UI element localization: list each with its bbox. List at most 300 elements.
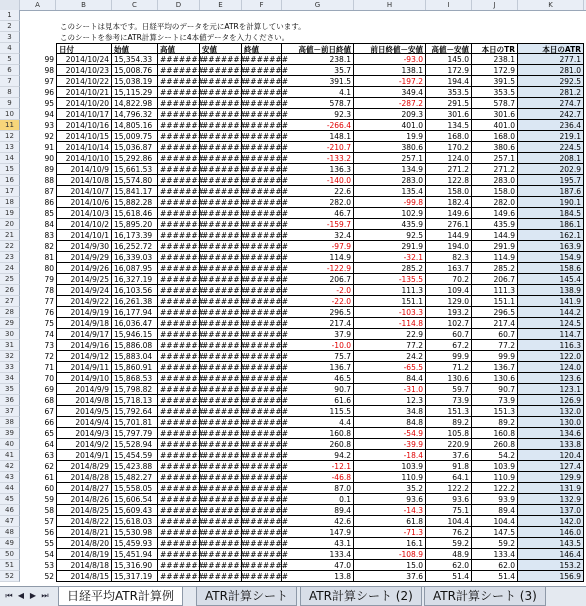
date-cell[interactable]: 2014/10/24	[56, 54, 112, 65]
open-cell[interactable]: 15,423.88	[112, 461, 158, 472]
row-number[interactable]: 25	[0, 274, 20, 285]
masked-cell[interactable]: #######	[244, 242, 288, 251]
row-index[interactable]: 94	[44, 110, 54, 119]
atr[interactable]: 186.1	[518, 219, 584, 230]
masked-cell[interactable]: #######	[202, 429, 246, 438]
row-index[interactable]: 83	[44, 231, 54, 240]
true-range[interactable]: 136.7	[472, 362, 518, 373]
high-minus-prevclose[interactable]: 90.7	[282, 384, 354, 395]
date-cell[interactable]: 2014/10/21	[56, 87, 112, 98]
prevclose-minus-low[interactable]: 16.1	[354, 538, 426, 549]
true-range[interactable]: 110.9	[472, 472, 518, 483]
high-minus-low[interactable]: 76.2	[426, 527, 472, 538]
date-cell[interactable]: 2014/10/14	[56, 142, 112, 153]
masked-cell[interactable]: #######	[244, 275, 288, 284]
row-index[interactable]: 60	[44, 484, 54, 493]
high-minus-prevclose[interactable]: 115.5	[282, 406, 354, 417]
masked-cell[interactable]: #######	[202, 165, 246, 174]
row-number[interactable]: 33	[0, 362, 20, 373]
masked-cell[interactable]: #######	[202, 143, 246, 152]
row-index[interactable]: 69	[44, 385, 54, 394]
masked-cell[interactable]: #######	[202, 385, 246, 394]
prevclose-minus-low[interactable]: 349.4	[354, 87, 426, 98]
atr[interactable]: 208.1	[518, 153, 584, 164]
prevclose-minus-low[interactable]: -135.5	[354, 274, 426, 285]
true-range[interactable]: 217.4	[472, 318, 518, 329]
column-header-a[interactable]: A	[20, 0, 56, 10]
true-range[interactable]: 122.2	[472, 483, 518, 494]
high-minus-low[interactable]: 194.4	[426, 76, 472, 87]
masked-cell[interactable]: #######	[202, 550, 246, 559]
masked-cell[interactable]: #######	[244, 462, 288, 471]
prevclose-minus-low[interactable]: 110.9	[354, 472, 426, 483]
masked-cell[interactable]: #######	[244, 330, 288, 339]
true-range[interactable]: 206.7	[472, 274, 518, 285]
high-minus-low[interactable]: 172.9	[426, 65, 472, 76]
column-header-d[interactable]: D	[158, 0, 200, 10]
masked-cell[interactable]: #######	[160, 484, 204, 493]
masked-cell[interactable]: #######	[244, 231, 288, 240]
masked-cell[interactable]: #######	[160, 99, 204, 108]
open-cell[interactable]: 15,558.05	[112, 483, 158, 494]
column-header-k[interactable]: K	[518, 0, 584, 10]
masked-cell[interactable]: #######	[244, 561, 288, 570]
masked-cell[interactable]: #######	[160, 176, 204, 185]
date-cell[interactable]: 2014/8/22	[56, 516, 112, 527]
high-minus-low[interactable]: 75.1	[426, 505, 472, 516]
prevclose-minus-low[interactable]: 285.2	[354, 263, 426, 274]
row-number[interactable]: 30	[0, 329, 20, 340]
high-minus-low[interactable]: 194.0	[426, 241, 472, 252]
true-range[interactable]: 151.1	[472, 296, 518, 307]
high-minus-low[interactable]: 71.2	[426, 362, 472, 373]
high-minus-prevclose[interactable]: 133.4	[282, 549, 354, 560]
row-index[interactable]: 62	[44, 462, 54, 471]
atr[interactable]: 195.7	[518, 175, 584, 186]
open-cell[interactable]: 15,115.29	[112, 87, 158, 98]
true-range[interactable]: 60.7	[472, 329, 518, 340]
open-cell[interactable]: 14,822.98	[112, 98, 158, 109]
row-index[interactable]: 68	[44, 396, 54, 405]
open-cell[interactable]: 15,886.08	[112, 340, 158, 351]
high-minus-prevclose[interactable]: 148.1	[282, 131, 354, 142]
masked-cell[interactable]: #######	[160, 385, 204, 394]
masked-cell[interactable]: #######	[202, 220, 246, 229]
high-minus-prevclose[interactable]: 282.0	[282, 197, 354, 208]
row-number[interactable]: 27	[0, 296, 20, 307]
masked-cell[interactable]: #######	[160, 55, 204, 64]
masked-cell[interactable]: #######	[160, 396, 204, 405]
open-cell[interactable]: 15,317.19	[112, 571, 158, 582]
last-sheet-icon[interactable]: ⏭	[41, 591, 49, 600]
row-number[interactable]: 28	[0, 307, 20, 318]
open-cell[interactable]: 15,606.54	[112, 494, 158, 505]
masked-cell[interactable]: #######	[160, 198, 204, 207]
row-index[interactable]: 58	[44, 506, 54, 515]
high-minus-low[interactable]: 59.7	[426, 384, 472, 395]
masked-cell[interactable]: #######	[244, 440, 288, 449]
high-minus-low[interactable]: 89.2	[426, 417, 472, 428]
masked-cell[interactable]: #######	[202, 506, 246, 515]
true-range[interactable]: 144.9	[472, 230, 518, 241]
date-cell[interactable]: 2014/8/15	[56, 571, 112, 582]
row-number[interactable]: 42	[0, 461, 20, 472]
high-minus-prevclose[interactable]: 94.2	[282, 450, 354, 461]
prevclose-minus-low[interactable]: 84.4	[354, 373, 426, 384]
row-index[interactable]: 74	[44, 330, 54, 339]
masked-cell[interactable]: #######	[244, 286, 288, 295]
column-header-e[interactable]: E	[200, 0, 242, 10]
high-minus-low[interactable]: 104.4	[426, 516, 472, 527]
row-number[interactable]: 40	[0, 439, 20, 450]
masked-cell[interactable]: #######	[202, 99, 246, 108]
masked-cell[interactable]: #######	[202, 319, 246, 328]
high-minus-low[interactable]: 102.7	[426, 318, 472, 329]
prevclose-minus-low[interactable]: 134.9	[354, 164, 426, 175]
atr[interactable]: 187.6	[518, 186, 584, 197]
true-range[interactable]: 172.9	[472, 65, 518, 76]
open-cell[interactable]: 15,797.79	[112, 428, 158, 439]
masked-cell[interactable]: #######	[160, 154, 204, 163]
true-range[interactable]: 89.4	[472, 505, 518, 516]
true-range[interactable]: 401.0	[472, 120, 518, 131]
high-minus-prevclose[interactable]: -2.0	[282, 285, 354, 296]
true-range[interactable]: 238.1	[472, 54, 518, 65]
open-cell[interactable]: 15,882.28	[112, 197, 158, 208]
open-cell[interactable]: 16,261.38	[112, 296, 158, 307]
masked-cell[interactable]: #######	[244, 264, 288, 273]
date-cell[interactable]: 2014/9/12	[56, 351, 112, 362]
open-cell[interactable]: 16,173.39	[112, 230, 158, 241]
date-cell[interactable]: 2014/9/16	[56, 340, 112, 351]
row-number[interactable]: 5	[0, 54, 20, 65]
high-minus-prevclose[interactable]: 75.7	[282, 351, 354, 362]
row-number[interactable]: 47	[0, 516, 20, 527]
masked-cell[interactable]: #######	[244, 396, 288, 405]
prevclose-minus-low[interactable]: -18.4	[354, 450, 426, 461]
true-range[interactable]: 353.5	[472, 87, 518, 98]
masked-cell[interactable]: #######	[160, 264, 204, 273]
row-number[interactable]: 39	[0, 428, 20, 439]
row-index[interactable]: 56	[44, 528, 54, 537]
date-cell[interactable]: 2014/8/18	[56, 560, 112, 571]
masked-cell[interactable]: #######	[244, 297, 288, 306]
row-index[interactable]: 65	[44, 429, 54, 438]
masked-cell[interactable]: #######	[244, 253, 288, 262]
atr[interactable]: 146.0	[518, 527, 584, 538]
masked-cell[interactable]: #######	[244, 363, 288, 372]
column-title[interactable]: 日付	[56, 43, 112, 54]
masked-cell[interactable]: #######	[202, 121, 246, 130]
row-number[interactable]: 23	[0, 252, 20, 263]
row-number[interactable]: 3	[0, 32, 20, 43]
true-range[interactable]: 285.2	[472, 263, 518, 274]
high-minus-prevclose[interactable]: 136.7	[282, 362, 354, 373]
true-range[interactable]: 435.9	[472, 219, 518, 230]
high-minus-low[interactable]: 168.0	[426, 131, 472, 142]
true-range[interactable]: 99.9	[472, 351, 518, 362]
open-cell[interactable]: 15,883.04	[112, 351, 158, 362]
masked-cell[interactable]: #######	[244, 550, 288, 559]
row-number[interactable]: 37	[0, 406, 20, 417]
row-number[interactable]: 21	[0, 230, 20, 241]
tab-atr-sheet[interactable]: ATR計算シート	[196, 587, 297, 606]
row-number[interactable]: 4	[0, 43, 20, 54]
prevclose-minus-low[interactable]: 12.3	[354, 395, 426, 406]
masked-cell[interactable]: #######	[160, 363, 204, 372]
high-minus-low[interactable]: 158.0	[426, 186, 472, 197]
row-index[interactable]: 96	[44, 88, 54, 97]
masked-cell[interactable]: #######	[244, 352, 288, 361]
masked-cell[interactable]: #######	[160, 473, 204, 482]
masked-cell[interactable]: #######	[244, 495, 288, 504]
date-cell[interactable]: 2014/10/6	[56, 197, 112, 208]
date-cell[interactable]: 2014/9/9	[56, 384, 112, 395]
open-cell[interactable]: 15,354.33	[112, 54, 158, 65]
high-minus-low[interactable]: 144.9	[426, 230, 472, 241]
true-range[interactable]: 168.0	[472, 131, 518, 142]
masked-cell[interactable]: #######	[202, 539, 246, 548]
row-index[interactable]: 88	[44, 176, 54, 185]
high-minus-prevclose[interactable]: 147.9	[282, 527, 354, 538]
masked-cell[interactable]: #######	[202, 517, 246, 526]
true-range[interactable]: 111.3	[472, 285, 518, 296]
masked-cell[interactable]: #######	[160, 242, 204, 251]
atr[interactable]: 144.2	[518, 307, 584, 318]
true-range[interactable]: 89.2	[472, 417, 518, 428]
masked-cell[interactable]: #######	[202, 374, 246, 383]
column-title[interactable]: 高値－前日終値	[282, 43, 354, 54]
prevclose-minus-low[interactable]: 138.1	[354, 65, 426, 76]
atr[interactable]: 156.9	[518, 571, 584, 582]
row-number[interactable]: 43	[0, 472, 20, 483]
row-index[interactable]: 89	[44, 165, 54, 174]
high-minus-prevclose[interactable]: -122.9	[282, 263, 354, 274]
high-minus-prevclose[interactable]: 43.1	[282, 538, 354, 549]
true-range[interactable]: 114.9	[472, 252, 518, 263]
date-cell[interactable]: 2014/9/30	[56, 241, 112, 252]
masked-cell[interactable]: #######	[202, 407, 246, 416]
row-number[interactable]: 48	[0, 527, 20, 538]
prevclose-minus-low[interactable]: 380.6	[354, 142, 426, 153]
true-range[interactable]: 93.9	[472, 494, 518, 505]
open-cell[interactable]: 15,701.81	[112, 417, 158, 428]
open-cell[interactable]: 15,661.53	[112, 164, 158, 175]
row-index[interactable]: 72	[44, 352, 54, 361]
date-cell[interactable]: 2014/9/8	[56, 395, 112, 406]
masked-cell[interactable]: #######	[160, 66, 204, 75]
open-cell[interactable]: 15,038.19	[112, 76, 158, 87]
open-cell[interactable]: 16,327.19	[112, 274, 158, 285]
high-minus-prevclose[interactable]: 92.3	[282, 109, 354, 120]
date-cell[interactable]: 2014/9/17	[56, 329, 112, 340]
high-minus-prevclose[interactable]: 32.4	[282, 230, 354, 241]
atr[interactable]: 281.2	[518, 87, 584, 98]
true-range[interactable]: 90.7	[472, 384, 518, 395]
high-minus-low[interactable]: 163.7	[426, 263, 472, 274]
high-minus-low[interactable]: 145.0	[426, 54, 472, 65]
date-cell[interactable]: 2014/10/15	[56, 131, 112, 142]
row-index[interactable]: 81	[44, 253, 54, 262]
atr[interactable]: 292.5	[518, 76, 584, 87]
masked-cell[interactable]: #######	[160, 451, 204, 460]
masked-cell[interactable]: #######	[202, 242, 246, 251]
true-range[interactable]: 73.9	[472, 395, 518, 406]
true-range[interactable]: 271.2	[472, 164, 518, 175]
row-number[interactable]: 41	[0, 450, 20, 461]
prevclose-minus-low[interactable]: 35.2	[354, 483, 426, 494]
high-minus-prevclose[interactable]: 46.5	[282, 373, 354, 384]
masked-cell[interactable]: #######	[160, 374, 204, 383]
row-number[interactable]: 19	[0, 208, 20, 219]
atr[interactable]: 131.9	[518, 483, 584, 494]
prevclose-minus-low[interactable]: -103.3	[354, 307, 426, 318]
row-index[interactable]: 80	[44, 264, 54, 273]
atr[interactable]: 124.0	[518, 362, 584, 373]
masked-cell[interactable]: #######	[244, 528, 288, 537]
row-number[interactable]: 18	[0, 197, 20, 208]
atr[interactable]: 123.6	[518, 373, 584, 384]
masked-cell[interactable]: #######	[244, 308, 288, 317]
true-range[interactable]: 151.3	[472, 406, 518, 417]
atr[interactable]: 274.7	[518, 98, 584, 109]
true-range[interactable]: 291.9	[472, 241, 518, 252]
open-cell[interactable]: 15,798.82	[112, 384, 158, 395]
row-index[interactable]: 73	[44, 341, 54, 350]
masked-cell[interactable]: #######	[202, 341, 246, 350]
row-index[interactable]: 85	[44, 209, 54, 218]
row-number[interactable]: 36	[0, 395, 20, 406]
prevclose-minus-low[interactable]: 19.9	[354, 131, 426, 142]
open-cell[interactable]: 15,609.43	[112, 505, 158, 516]
masked-cell[interactable]: #######	[244, 66, 288, 75]
masked-cell[interactable]: #######	[160, 440, 204, 449]
high-minus-low[interactable]: 37.6	[426, 450, 472, 461]
masked-cell[interactable]: #######	[202, 154, 246, 163]
atr[interactable]: 158.6	[518, 263, 584, 274]
row-number[interactable]: 49	[0, 538, 20, 549]
true-range[interactable]: 301.6	[472, 109, 518, 120]
atr[interactable]: 122.0	[518, 351, 584, 362]
high-minus-low[interactable]: 99.9	[426, 351, 472, 362]
high-minus-prevclose[interactable]: 89.4	[282, 505, 354, 516]
prevclose-minus-low[interactable]: 92.5	[354, 230, 426, 241]
row-index[interactable]: 86	[44, 198, 54, 207]
row-index[interactable]: 70	[44, 374, 54, 383]
high-minus-prevclose[interactable]: -10.0	[282, 340, 354, 351]
masked-cell[interactable]: #######	[160, 286, 204, 295]
column-title[interactable]: 安値	[200, 43, 242, 54]
high-minus-prevclose[interactable]: 260.8	[282, 439, 354, 450]
row-number[interactable]: 12	[0, 131, 20, 142]
date-cell[interactable]: 2014/8/29	[56, 461, 112, 472]
high-minus-low[interactable]: 122.8	[426, 175, 472, 186]
date-cell[interactable]: 2014/9/26	[56, 263, 112, 274]
open-cell[interactable]: 15,482.27	[112, 472, 158, 483]
masked-cell[interactable]: #######	[202, 363, 246, 372]
row-number[interactable]: 13	[0, 142, 20, 153]
high-minus-low[interactable]: 149.6	[426, 208, 472, 219]
prevclose-minus-low[interactable]: -71.3	[354, 527, 426, 538]
masked-cell[interactable]: #######	[202, 55, 246, 64]
row-index[interactable]: 97	[44, 77, 54, 86]
atr[interactable]: 141.9	[518, 296, 584, 307]
prev-sheet-icon[interactable]: ◀	[17, 591, 25, 600]
row-index[interactable]: 55	[44, 539, 54, 548]
prevclose-minus-low[interactable]: 135.4	[354, 186, 426, 197]
row-index[interactable]: 59	[44, 495, 54, 504]
masked-cell[interactable]: #######	[202, 88, 246, 97]
atr[interactable]: 138.9	[518, 285, 584, 296]
high-minus-low[interactable]: 271.2	[426, 164, 472, 175]
masked-cell[interactable]: #######	[244, 209, 288, 218]
true-range[interactable]: 51.4	[472, 571, 518, 582]
masked-cell[interactable]: #######	[160, 253, 204, 262]
row-number[interactable]: 8	[0, 87, 20, 98]
atr[interactable]: 137.0	[518, 505, 584, 516]
date-cell[interactable]: 2014/9/10	[56, 373, 112, 384]
high-minus-low[interactable]: 64.1	[426, 472, 472, 483]
open-cell[interactable]: 14,796.32	[112, 109, 158, 120]
masked-cell[interactable]: #######	[202, 264, 246, 273]
row-index[interactable]: 63	[44, 451, 54, 460]
masked-cell[interactable]: #######	[160, 77, 204, 86]
high-minus-low[interactable]: 48.9	[426, 549, 472, 560]
row-number[interactable]: 52	[0, 571, 20, 582]
open-cell[interactable]: 15,008.76	[112, 65, 158, 76]
masked-cell[interactable]: #######	[202, 66, 246, 75]
atr[interactable]: 120.4	[518, 450, 584, 461]
high-minus-low[interactable]: 291.5	[426, 98, 472, 109]
row-index[interactable]: 54	[44, 550, 54, 559]
masked-cell[interactable]: #######	[202, 440, 246, 449]
column-header-b[interactable]: B	[56, 0, 112, 10]
row-number[interactable]: 24	[0, 263, 20, 274]
true-range[interactable]: 380.6	[472, 142, 518, 153]
high-minus-prevclose[interactable]: 42.6	[282, 516, 354, 527]
true-range[interactable]: 283.0	[472, 175, 518, 186]
date-cell[interactable]: 2014/10/1	[56, 230, 112, 241]
high-minus-prevclose[interactable]: 0.1	[282, 494, 354, 505]
atr[interactable]: 132.9	[518, 494, 584, 505]
high-minus-prevclose[interactable]: 4.4	[282, 417, 354, 428]
open-cell[interactable]: 15,946.15	[112, 329, 158, 340]
masked-cell[interactable]: #######	[160, 209, 204, 218]
row-index[interactable]: 92	[44, 132, 54, 141]
high-minus-low[interactable]: 353.5	[426, 87, 472, 98]
masked-cell[interactable]: #######	[160, 462, 204, 471]
masked-cell[interactable]: #######	[202, 572, 246, 581]
masked-cell[interactable]: #######	[160, 220, 204, 229]
masked-cell[interactable]: #######	[160, 319, 204, 328]
first-sheet-icon[interactable]: ⏮	[5, 591, 13, 600]
open-cell[interactable]: 15,618.03	[112, 516, 158, 527]
prevclose-minus-low[interactable]: 22.9	[354, 329, 426, 340]
high-minus-low[interactable]: 109.4	[426, 285, 472, 296]
masked-cell[interactable]: #######	[202, 418, 246, 427]
masked-cell[interactable]: #######	[202, 209, 246, 218]
row-number[interactable]: 51	[0, 560, 20, 571]
masked-cell[interactable]: #######	[244, 88, 288, 97]
open-cell[interactable]: 14,805.16	[112, 120, 158, 131]
open-cell[interactable]: 16,339.03	[112, 252, 158, 263]
row-index[interactable]: 91	[44, 143, 54, 152]
masked-cell[interactable]: #######	[202, 308, 246, 317]
high-minus-low[interactable]: 220.9	[426, 439, 472, 450]
high-minus-low[interactable]: 105.8	[426, 428, 472, 439]
high-minus-prevclose[interactable]: 391.5	[282, 76, 354, 87]
date-cell[interactable]: 2014/8/21	[56, 527, 112, 538]
